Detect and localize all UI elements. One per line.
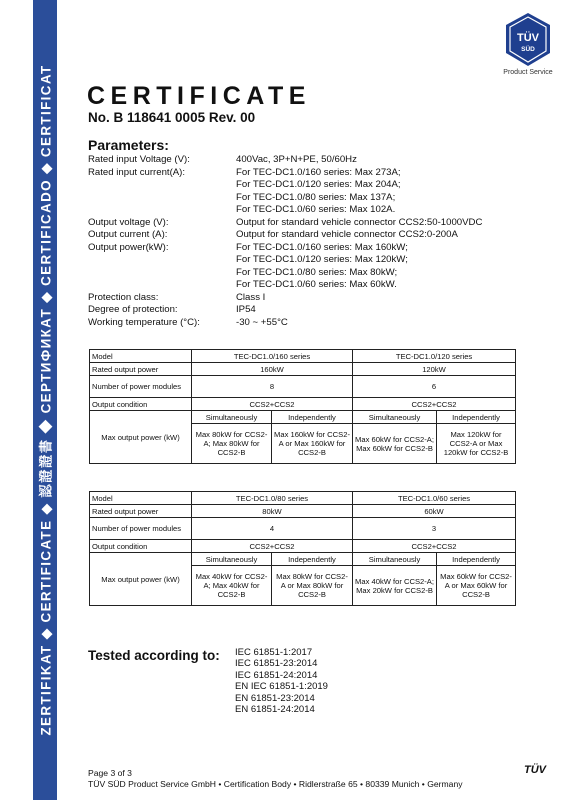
- parameter-value: 400Vac, 3P+N+PE, 50/60Hz: [236, 154, 357, 165]
- parameters-list: [88, 154, 482, 329]
- table-cell: TEC-DC1.0/160 series: [192, 350, 353, 363]
- table-cell: Max output power (kW): [90, 411, 192, 464]
- standard-item: IEC 61851-24:2014: [235, 669, 318, 681]
- table-cell: CCS2+CCS2: [192, 540, 353, 553]
- table-cell: 8: [192, 376, 353, 398]
- table-cell: Max 80kW for CCS2-A or Max 80kW for CCS2-B: [272, 566, 353, 606]
- parameter-label: Rated input current(A):: [88, 166, 186, 178]
- parameter-label: Working temperature (°C):: [88, 316, 200, 328]
- parameter-label: Rated input Voltage (V):: [88, 154, 190, 165]
- parameter-value: Output for standard vehicle connector CCS2:50-1000VDC: [236, 216, 483, 228]
- parameter-label: Output power(kW):: [88, 241, 169, 253]
- parameter-value: For TEC-DC1.0/80 series: Max 137A;: [236, 191, 396, 203]
- parameter-value: IP54: [236, 304, 256, 315]
- standard-item: IEC 61851-23:2014: [235, 658, 318, 670]
- standards-list: [235, 647, 328, 715]
- table-cell: Rated output power: [90, 505, 192, 518]
- parameter-row: [88, 304, 482, 317]
- table-cell: Max 60kW for CCS2-A or Max 60kW for CCS2-B: [437, 566, 516, 606]
- parameter-row: [88, 192, 482, 205]
- parameter-value: For TEC-DC1.0/60 series: Max 60kW.: [236, 279, 397, 290]
- table-cell: Model: [90, 350, 192, 363]
- parameter-value: Output for standard vehicle connector CCS2:0-200A: [236, 229, 458, 240]
- footer-tuv-logo-icon: TÜV: [524, 764, 546, 776]
- parameter-value: For TEC-DC1.0/160 series: Max 160kW;: [236, 241, 408, 253]
- parameter-row: [88, 267, 482, 280]
- parameter-value: For TEC-DC1.0/60 series: Max 102A.: [236, 204, 396, 215]
- table-cell: Model: [90, 492, 192, 505]
- parameter-value: For TEC-DC1.0/120 series: Max 120kW;: [236, 254, 408, 265]
- table-cell: 160kW: [192, 363, 353, 376]
- table-cell: Independently: [272, 411, 353, 424]
- standard-item: EN 61851-24:2014: [235, 704, 315, 716]
- standard-item: EN IEC 61851-1:2019: [235, 681, 328, 693]
- parameter-label: [88, 204, 236, 217]
- parameter-row: [88, 317, 482, 330]
- parameter-label: [88, 267, 236, 280]
- power-table-160-120: [89, 349, 516, 464]
- table-cell: Simultaneously: [192, 411, 272, 424]
- parameter-value: For TEC-DC1.0/120 series: Max 204A;: [236, 179, 401, 190]
- standard-item: EN 61851-23:2014: [235, 692, 315, 704]
- table-cell: Simultaneously: [192, 553, 272, 566]
- parameter-label: Protection class:: [88, 291, 159, 303]
- table-cell: Max 40kW for CCS2-A; Max 20kW for CCS2-B: [353, 566, 437, 606]
- parameter-row: [88, 217, 482, 230]
- table-cell: Max 120kW for CCS2-A or Max 120kW for CCS2-B: [437, 424, 516, 464]
- power-table-80-60: [89, 491, 516, 606]
- certificate-title: CERTIFICATE: [87, 82, 311, 110]
- parameter-label: Degree of protection:: [88, 304, 178, 315]
- tested-heading: Tested according to:: [88, 648, 220, 663]
- table-cell: Max 40kW for CCS2-A; Max 40kW for CCS2-B: [192, 566, 272, 606]
- parameter-row: [88, 229, 482, 242]
- table-cell: Max 80kW for CCS2-A; Max 80kW for CCS2-B: [192, 424, 272, 464]
- sidebar-multilingual-text: ZERTIFIKAT ◆ CERTIFICATE ◆ 認證證書 ◆ СЕРТИФИКАТ ◆ CERTIFICADO ◆ CERTIFICAT: [38, 64, 54, 736]
- parameter-label: [88, 254, 236, 267]
- parameter-label: Output current (A):: [88, 229, 168, 240]
- table-cell: 4: [192, 518, 353, 540]
- parameter-row: [88, 279, 482, 292]
- logo-mark: TÜV: [517, 32, 539, 44]
- table-cell: Simultaneously: [353, 411, 437, 424]
- parameter-label: [88, 279, 236, 292]
- parameter-label: [88, 179, 236, 192]
- table-cell: 3: [353, 518, 516, 540]
- table-cell: Independently: [437, 411, 516, 424]
- parameter-label: [88, 192, 236, 205]
- table-cell: Simultaneously: [353, 553, 437, 566]
- table-cell: 6: [353, 376, 516, 398]
- table-cell: Number of power modules: [90, 376, 192, 398]
- parameter-row: [88, 204, 482, 217]
- footer-issuer: TÜV SÜD Product Service GmbH • Certification Body • Ridlerstraße 65 • 80339 Munich • Germany: [88, 779, 463, 789]
- table-cell: CCS2+CCS2: [353, 398, 516, 411]
- table-cell: CCS2+CCS2: [353, 540, 516, 553]
- table-cell: Output condition: [90, 398, 192, 411]
- table-cell: 120kW: [353, 363, 516, 376]
- parameter-value: For TEC-DC1.0/160 series: Max 273A;: [236, 166, 401, 178]
- certificate-number: No. B 118641 0005 Rev. 00: [88, 110, 256, 125]
- table-cell: 80kW: [192, 505, 353, 518]
- table-cell: Number of power modules: [90, 518, 192, 540]
- table-cell: Rated output power: [90, 363, 192, 376]
- table-cell: Output condition: [90, 540, 192, 553]
- parameter-label: Output voltage (V):: [88, 216, 169, 228]
- parameter-row: [88, 292, 482, 305]
- table-cell: Independently: [272, 553, 353, 566]
- parameter-row: [88, 167, 482, 180]
- table-cell: TEC-DC1.0/80 series: [192, 492, 353, 505]
- standard-item: IEC 61851-1:2017: [235, 647, 313, 658]
- table-cell: Max output power (kW): [90, 553, 192, 606]
- parameter-row: [88, 254, 482, 267]
- table-cell: Independently: [437, 553, 516, 566]
- page-number: Page 3 of 3: [88, 768, 132, 778]
- parameter-value: -30 ~ +55°C: [236, 316, 288, 328]
- logo-sub-mark: SÜD: [521, 46, 535, 53]
- table-cell: 60kW: [353, 505, 516, 518]
- parameter-row: [88, 242, 482, 255]
- tuv-sud-logo-icon: [503, 12, 553, 68]
- parameter-value: Class I: [236, 291, 266, 303]
- parameter-value: For TEC-DC1.0/80 series: Max 80kW;: [236, 266, 398, 278]
- table-cell: CCS2+CCS2: [192, 398, 353, 411]
- parameter-row: [88, 179, 482, 192]
- parameters-heading: Parameters:: [88, 137, 169, 153]
- parameter-row: [88, 154, 482, 167]
- table-cell: TEC-DC1.0/60 series: [353, 492, 516, 505]
- table-cell: Max 60kW for CCS2-A; Max 60kW for CCS2-B: [353, 424, 437, 464]
- table-cell: Max 160kW for CCS2-A or Max 160kW for CCS2-B: [272, 424, 353, 464]
- table-cell: TEC-DC1.0/120 series: [353, 350, 516, 363]
- logo-caption: Product Service: [503, 69, 553, 76]
